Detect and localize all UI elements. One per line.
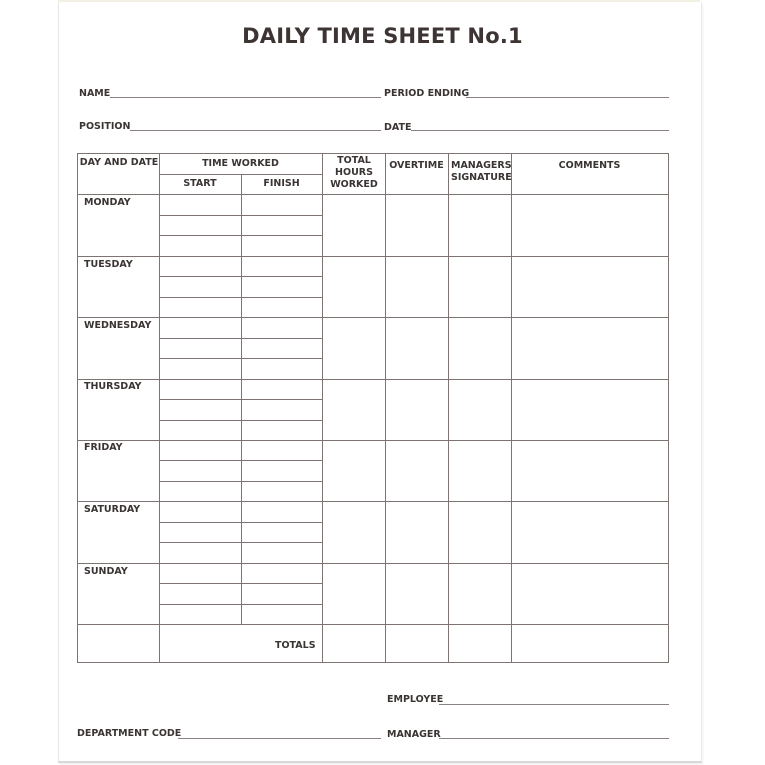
header-comments: COMMENTS <box>558 160 621 171</box>
sub-row-line <box>159 420 322 421</box>
sub-row-line <box>159 583 322 584</box>
table-border-right <box>668 153 669 663</box>
sub-row-line <box>159 358 322 359</box>
day-divider <box>77 501 669 502</box>
sub-row-line <box>159 399 322 400</box>
day-label-monday: MONDAY <box>84 197 131 208</box>
sub-row-line <box>159 215 322 216</box>
totals-label: TOTALS <box>275 640 316 651</box>
header-day-and-date: DAY AND DATE <box>79 157 159 168</box>
header-total-hours-worked: TOTAL HOURS WORKED <box>330 155 378 190</box>
header-time-worked: TIME WORKED <box>202 158 279 169</box>
table-border-top <box>77 153 669 154</box>
day-label-sunday: SUNDAY <box>84 566 128 577</box>
day-divider <box>77 624 669 625</box>
time-worked-divider <box>159 174 322 175</box>
table-border-bottom <box>77 662 669 663</box>
date-field[interactable] <box>411 130 669 131</box>
name-field[interactable] <box>110 97 381 98</box>
col-divider-signature <box>448 153 449 663</box>
col-divider-day <box>159 153 160 663</box>
day-label-friday: FRIDAY <box>84 442 123 453</box>
sub-row-line <box>159 338 322 339</box>
time-sheet-table <box>77 153 669 663</box>
day-label-tuesday: TUESDAY <box>84 259 133 270</box>
day-divider <box>77 317 669 318</box>
sub-row-line <box>159 460 322 461</box>
day-label-thursday: THURSDAY <box>84 381 142 392</box>
day-divider <box>77 563 669 564</box>
department-code-field[interactable] <box>178 738 381 739</box>
sub-row-line <box>159 542 322 543</box>
employee-signature-field[interactable] <box>439 704 669 705</box>
position-label: POSITION <box>79 121 131 132</box>
manager-signature-field[interactable] <box>439 738 669 739</box>
page-title: DAILY TIME SHEET No.1 <box>242 24 523 48</box>
day-label-saturday: SATURDAY <box>84 504 141 515</box>
header-start: START <box>183 178 217 189</box>
sub-row-line <box>159 235 322 236</box>
header-managers-signature: MANAGERS SIGNATURE <box>451 160 512 183</box>
header-finish: FINISH <box>263 178 300 189</box>
sub-row-line <box>159 522 322 523</box>
day-label-wednesday: WEDNESDAY <box>84 320 152 331</box>
period-ending-field[interactable] <box>466 97 669 98</box>
position-field[interactable] <box>130 130 381 131</box>
table-border-left <box>77 153 78 663</box>
name-label: NAME <box>79 88 111 99</box>
period-ending-label: PERIOD ENDING <box>384 88 470 99</box>
sub-row-line <box>159 604 322 605</box>
sub-row-line <box>159 276 322 277</box>
sub-row-line <box>159 481 322 482</box>
col-divider-overtime <box>385 153 386 663</box>
day-divider <box>77 256 669 257</box>
date-label: DATE <box>384 122 412 133</box>
day-divider <box>77 440 669 441</box>
department-code-label: DEPARTMENT CODE <box>77 728 182 739</box>
header-overtime: OVERTIME <box>389 160 444 171</box>
sub-row-line <box>159 297 322 298</box>
col-divider-total <box>322 153 323 663</box>
col-divider-comments <box>511 153 512 663</box>
manager-label: MANAGER <box>387 729 441 740</box>
day-divider <box>77 379 669 380</box>
header-divider <box>77 194 669 195</box>
employee-label: EMPLOYEE <box>387 694 444 705</box>
